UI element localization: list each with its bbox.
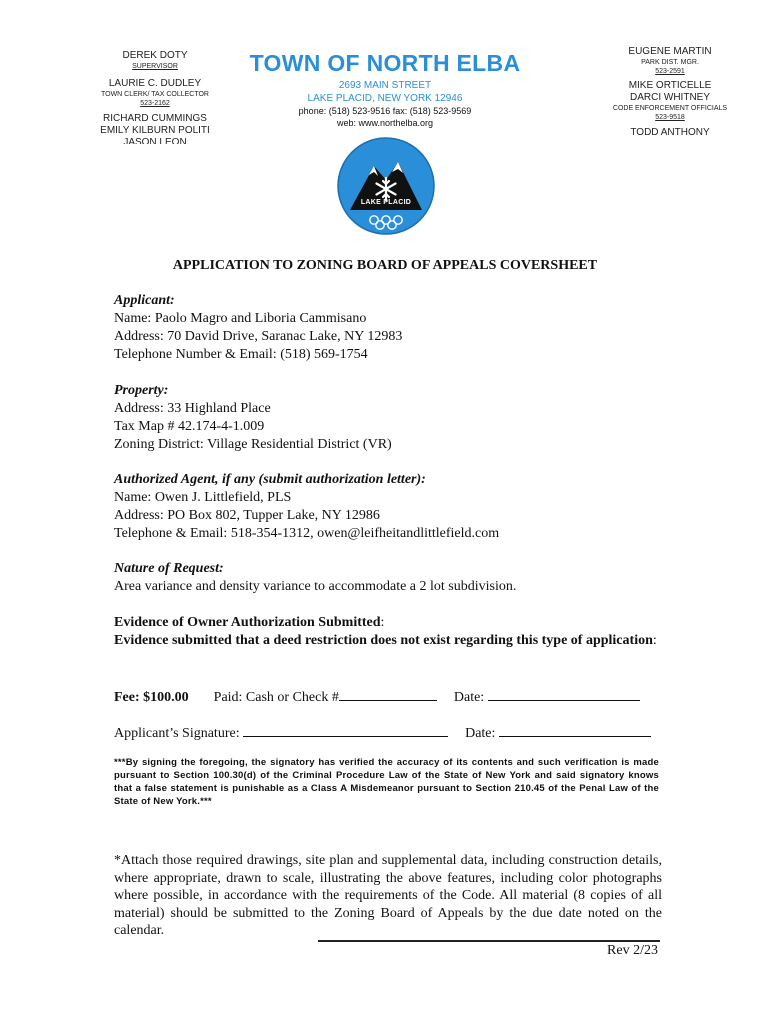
evidence-colon-2: : (652, 633, 657, 648)
property-zoning-district: Zoning District: Village Residential District (VR) (114, 437, 392, 452)
town-name: TOWN OF NORTH ELBA (249, 50, 521, 76)
request-text: Area variance and density variance to accommodate a 2 lot subdivision. (114, 579, 517, 594)
revision-label: Rev 2/23 (607, 943, 658, 958)
legal-statement: ***By signing the foregoing, the signatory has verified the accuracy of its contents and such verification is made pursuant to Section 100.30(d) of the Criminal Procedure Law of the State of New York and said signatory knows that a false statement is punishable as a Class A Misdemeanor pursuant to Section 210.45 of the Penal Law of the State of New York.*** (114, 757, 659, 807)
agent-phone-email: Telephone & Email: 518-354-1312, owen@leifheitandlittlefield.com (114, 526, 500, 541)
agent-name: Name: Owen J. Littlefield, PLS (114, 490, 292, 505)
evidence-section (114, 614, 664, 650)
header-left-officials (80, 50, 230, 144)
evidence-owner-authorization: Evidence of Owner Authorization Submitted (114, 615, 381, 630)
request-section (114, 560, 664, 596)
check-number-field[interactable] (339, 686, 437, 701)
fee-row (114, 686, 674, 707)
signature-date-field[interactable] (499, 722, 651, 737)
fee-date-field[interactable] (488, 686, 640, 701)
lake-placid-olympic-logo-icon (336, 136, 436, 236)
town-city: LAKE PLACID, NEW YORK 12946 (307, 93, 463, 104)
request-heading: Nature of Request: (114, 561, 224, 576)
applicant-name: Name: Paolo Magro and Liboria Cammisano (114, 311, 367, 326)
agent-heading: Authorized Agent, if any (submit authorization letter): (114, 472, 426, 487)
clerk-phone: 523-2162 (140, 100, 170, 107)
property-address: Address: 33 Highland Place (114, 401, 271, 416)
property-section (114, 382, 664, 454)
council-member-2: EMILY KILBURN POLITI (100, 125, 210, 136)
code-official-1: MIKE ORTICELLE (628, 80, 712, 91)
agent-section (114, 471, 664, 543)
applicant-address: Address: 70 David Drive, Saranac Lake, NY 12983 (114, 329, 403, 344)
supervisor-name: DEREK DOTY (122, 50, 188, 61)
applicant-section (114, 292, 664, 364)
signature-row (114, 722, 674, 743)
logo-text: LAKE PLACID (360, 199, 412, 206)
town-phone-fax: phone: (518) 523-9516 fax: (518) 523-9569 (298, 106, 472, 116)
page-title: APPLICATION TO ZONING BOARD OF APPEALS COVERSHEET (172, 258, 598, 273)
code-official-2: DARCI WHITNEY (630, 92, 710, 103)
code-officials-phone: 523-9518 (655, 114, 685, 121)
property-tax-map: Tax Map # 42.174-4-1.009 (114, 419, 265, 434)
evidence-colon-1: : (380, 615, 385, 630)
fee-date-label: Date: (453, 690, 485, 705)
park-manager-title: PARK DIST. MGR. (641, 59, 699, 66)
signature-date-label: Date: (465, 726, 496, 741)
council-member-3: JASON LEON (123, 137, 187, 144)
footer-rule (318, 940, 660, 942)
council-member-1: RICHARD CUMMINGS (103, 113, 207, 124)
town-web: web: www.northelba.org (336, 118, 434, 128)
park-manager-phone: 523-2591 (655, 68, 685, 75)
signature-label: Applicant’s Signature: (114, 726, 240, 741)
property-heading: Property: (114, 383, 169, 398)
applicant-phone-email: Telephone Number & Email: (518) 569-1754 (114, 347, 368, 362)
code-officials-title: CODE ENFORCEMENT OFFICIALS (612, 105, 728, 112)
fee-label: Fee: $100.00 (114, 690, 189, 705)
paid-label: Paid: Cash or Check # (213, 690, 339, 705)
clerk-title: TOWN CLERK/ TAX COLLECTOR (100, 91, 209, 98)
other-official: TODD ANTHONY (630, 127, 710, 138)
attachment-note: *Attach those required drawings, site plan and supplemental data, including construction details, where appropriate, drawn to scale, illustrating the above features, including color photographs where possible, in accordance with the requirements of the Code. All material (8 copies of all material) should be submitted to the Zoning Board of Appeals by the due date noted on the calendar. (114, 853, 662, 938)
evidence-deed-restriction: Evidence submitted that a deed restriction does not exist regarding this type of application (114, 633, 653, 648)
park-manager-name: EUGENE MARTIN (628, 46, 712, 57)
logo-graphic (336, 136, 436, 236)
header-right-officials (590, 46, 750, 139)
signature-field[interactable] (243, 722, 448, 737)
clerk-name: LAURIE C. DUDLEY (108, 78, 202, 89)
agent-address: Address: PO Box 802, Tupper Lake, NY 12986 (114, 508, 380, 523)
supervisor-title: SUPERVISOR (132, 63, 178, 70)
applicant-heading: Applicant: (114, 293, 175, 308)
town-street: 2693 MAIN STREET (338, 80, 432, 91)
